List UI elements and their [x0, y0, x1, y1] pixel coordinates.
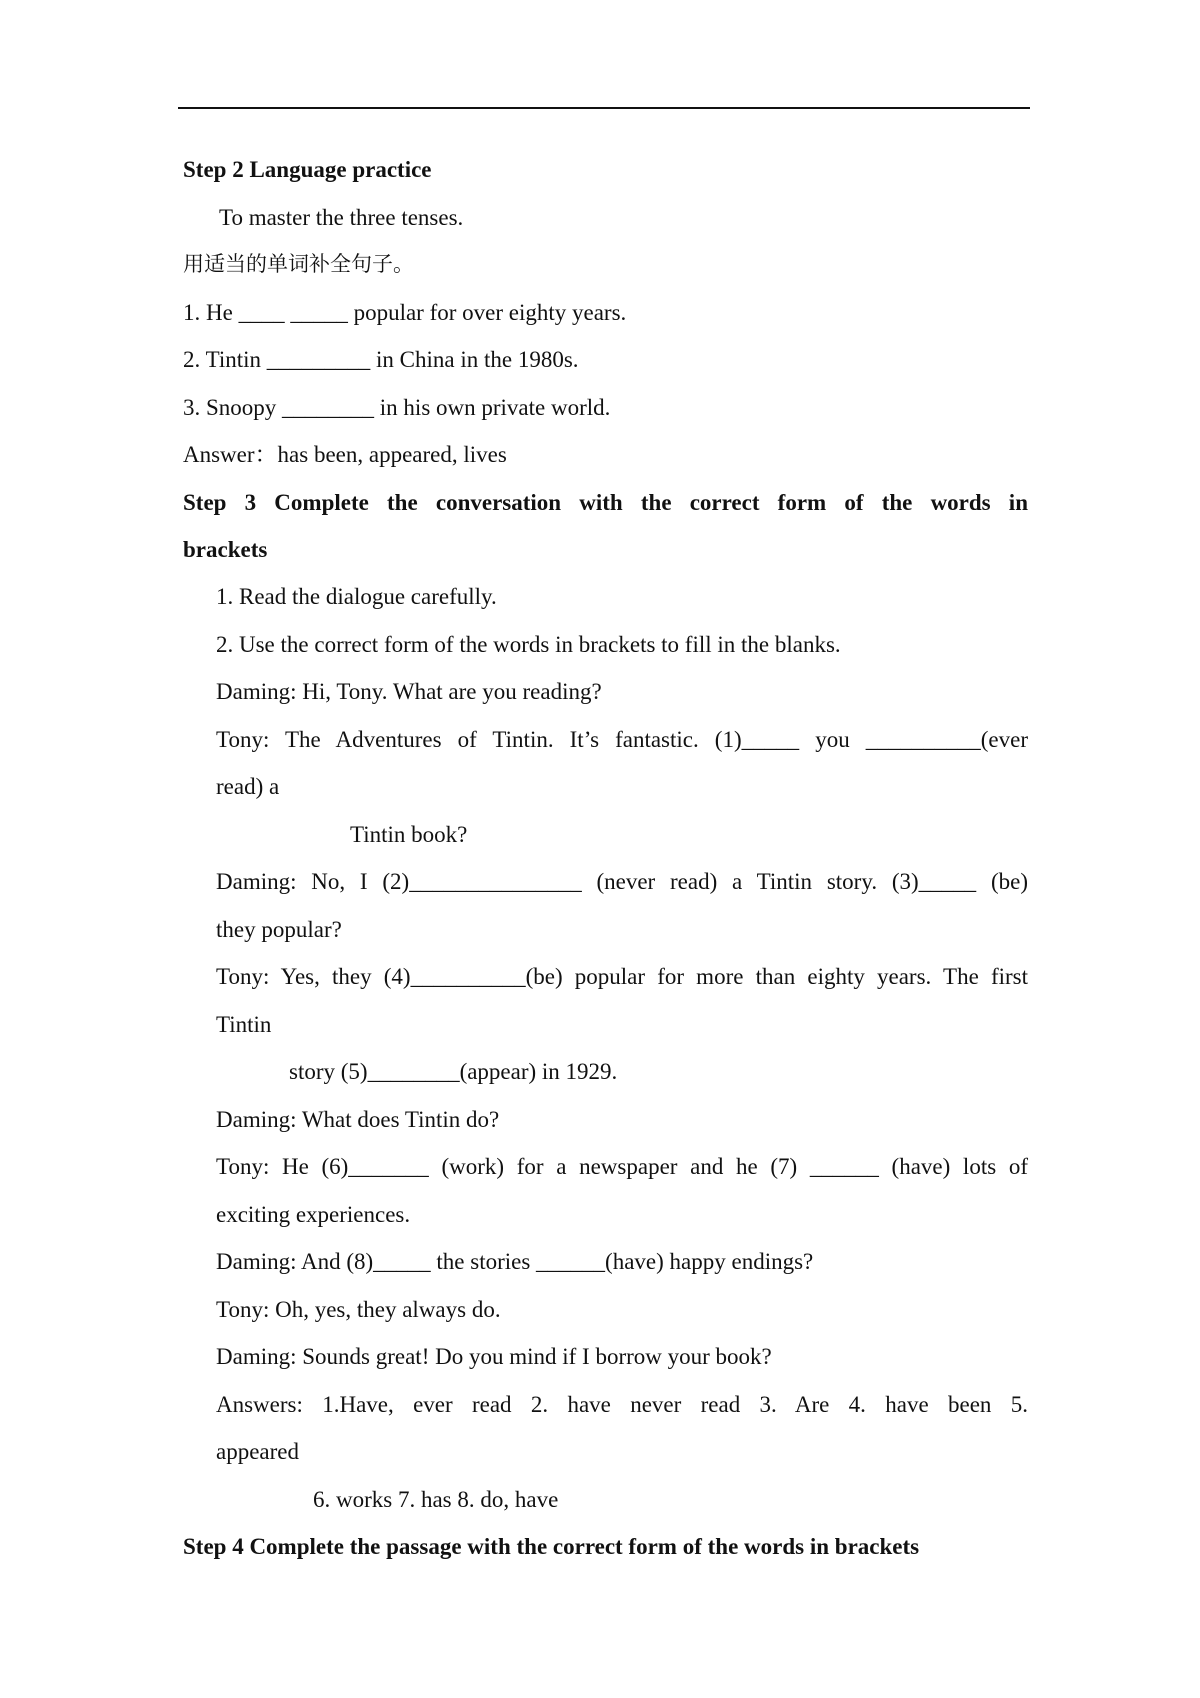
step3-answers-cont: appeared	[216, 1439, 299, 1464]
step3-answers: Answers: 1.Have, ever read 2. have never read 3. Are 4. have been 5.	[216, 1392, 1028, 1417]
dialogue-line: read) a	[216, 774, 280, 799]
step2-intro: To master the three tenses.	[219, 205, 464, 230]
step3-answers-cont: 6. works 7. has 8. do, have	[313, 1487, 559, 1512]
dialogue-line: exciting experiences.	[216, 1202, 411, 1227]
step3-task-2: 2. Use the correct form of the words in brackets to fill in the blanks.	[216, 632, 841, 657]
dialogue-line: Tony: Yes, they (4)__________(be) popular for more than eighty years. The first	[216, 964, 1028, 989]
dialogue-line: Tony: Oh, yes, they always do.	[216, 1297, 501, 1322]
step2-heading: Step 2 Language practice	[183, 157, 432, 182]
dialogue-line: Tintin	[216, 1012, 272, 1037]
step2-answer: Answer：has been, appeared, lives	[183, 442, 507, 467]
dialogue-line: Tony: The Adventures of Tintin. It’s fantastic. (1)_____ you __________(ever	[216, 727, 1028, 752]
step3-heading: Step 3 Complete the conversation with the correct form of the words in	[183, 490, 1028, 515]
step2-item-1: 1. He ____ _____ popular for over eighty years.	[183, 300, 627, 325]
header-rule	[178, 107, 1030, 109]
step3-task-1: 1. Read the dialogue carefully.	[216, 584, 497, 609]
dialogue-line: Tony: He (6)_______ (work) for a newspaper and he (7) ______ (have) lots of	[216, 1154, 1028, 1179]
dialogue-line: Daming: No, I (2)_______________ (never read) a Tintin story. (3)_____ (be)	[216, 869, 1028, 894]
step2-instruction: 用适当的单词补全句子。	[183, 252, 414, 276]
dialogue-line: they popular?	[216, 917, 342, 942]
step2-item-3: 3. Snoopy ________ in his own private world.	[183, 395, 611, 420]
step2-item-2: 2. Tintin _________ in China in the 1980s.	[183, 347, 579, 372]
dialogue-line: story (5)________(appear) in 1929.	[289, 1059, 618, 1084]
dialogue-line: Daming: What does Tintin do?	[216, 1107, 500, 1132]
step4-heading: Step 4 Complete the passage with the correct form of the words in brackets	[183, 1534, 920, 1559]
dialogue-line: Daming: Sounds great! Do you mind if I borrow your book?	[216, 1344, 772, 1369]
dialogue-line: Daming: And (8)_____ the stories ______(have) happy endings?	[216, 1249, 814, 1274]
step3-heading-cont: brackets	[183, 537, 268, 562]
dialogue-line: Daming: Hi, Tony. What are you reading?	[216, 679, 602, 704]
dialogue-line: Tintin book?	[350, 822, 468, 847]
